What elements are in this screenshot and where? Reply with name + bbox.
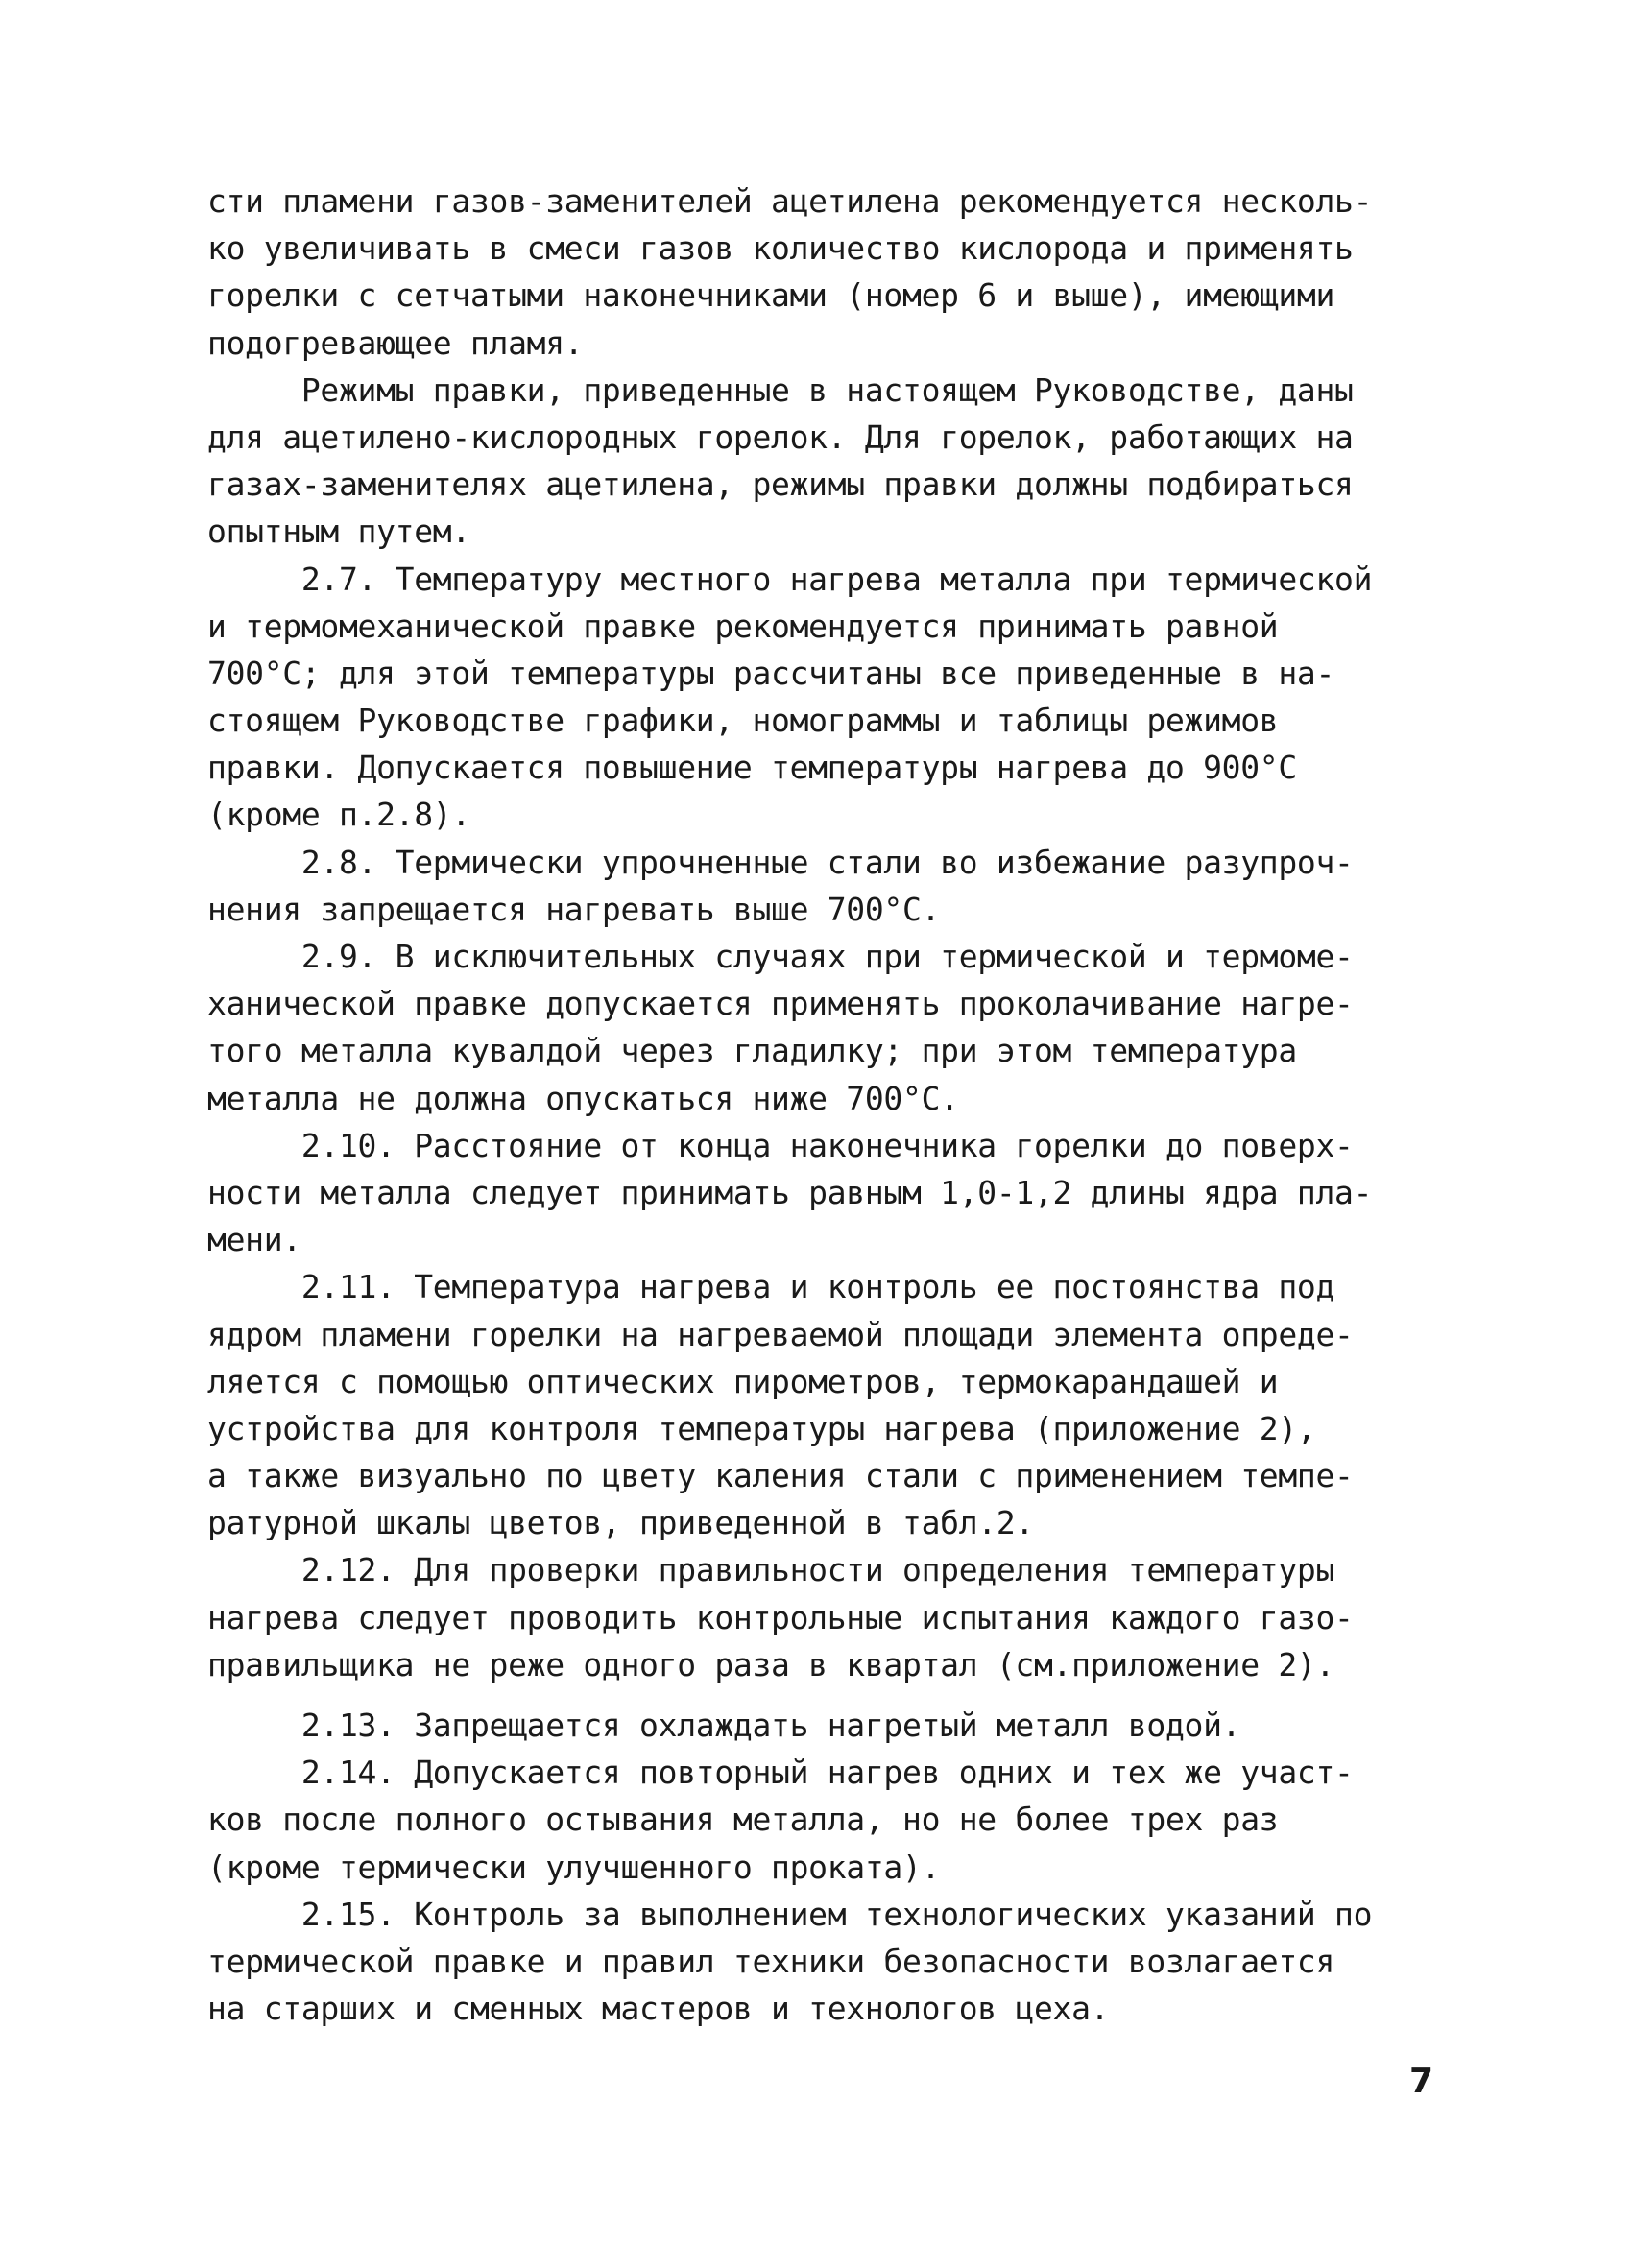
- text-line: опытным путем.: [207, 513, 470, 551]
- text-line: и термомеханической правке рекомендуется принимать равной: [207, 607, 1279, 645]
- paragraph: [207, 1122, 1446, 1264]
- paragraph: [207, 556, 1446, 839]
- paragraph: [207, 178, 1446, 367]
- text-line: (кроме термически улучшенного проката).: [207, 1848, 941, 1886]
- text-line: 2.13. Запрещается охлаждать нагретый металл водой.: [207, 1707, 1241, 1744]
- text-line: ядром пламени горелки на нагреваемой площади элемента опреде-: [207, 1315, 1354, 1353]
- text-line: правильщика не реже одного раза в квартал (см.приложение 2).: [207, 1645, 1335, 1683]
- page-number: 7: [1409, 2062, 1434, 2101]
- text-line: металла не должна опускаться ниже 700°С.: [207, 1079, 959, 1117]
- text-line: мени.: [207, 1221, 301, 1259]
- paragraph: [207, 1749, 1446, 1891]
- text-line: 2.10. Расстояние от конца наконечника горелки до поверх-: [207, 1126, 1354, 1164]
- paragraph: [207, 1546, 1446, 1688]
- text-line: Режимы правки, приведенные в настоящем Руководстве, даны: [207, 370, 1354, 409]
- text-line: 2.9. В исключительных случаях при термической и термоме-: [207, 938, 1354, 975]
- text-line: 2.11. Температура нагрева и контроль ее постоянства под: [207, 1268, 1335, 1306]
- text-line: нения запрещается нагревать выше 700°С.: [207, 890, 941, 928]
- text-line: правки. Допускается повышение температуры нагрева до 900°С: [207, 749, 1297, 787]
- text-line: ханической правке допускается применять проколачивание нагре-: [207, 985, 1354, 1023]
- paragraph: [207, 1891, 1446, 2033]
- paragraph-gap: [207, 1688, 1446, 1702]
- text-line: того металла кувалдой через гладилку; при этом температура: [207, 1032, 1297, 1070]
- paragraph: [207, 1702, 1446, 1749]
- text-line: ков после полного остывания металла, но не более трех раз: [207, 1801, 1279, 1839]
- text-line: 2.14. Допускается повторный нагрев одних и тех же участ-: [207, 1754, 1354, 1792]
- text-line: нагрева следует проводить контрольные испытания каждого газо-: [207, 1598, 1354, 1636]
- text-line: 2.12. Для проверки правильности определения температуры: [207, 1551, 1335, 1589]
- text-line: 2.8. Термически упрочненные стали во избежание разупроч-: [207, 843, 1354, 881]
- text-line: ко увеличивать в смеси газов количество кислорода и применять: [207, 229, 1354, 268]
- text-line: сти пламени газов-заменителей ацетилена рекомендуется несколь-: [207, 182, 1373, 220]
- paragraph: [207, 933, 1446, 1122]
- text-line: на старших и сменных мастеров и технологов цеха.: [207, 1990, 1110, 2028]
- text-line: для ацетилено-кислородных горелок. Для горелок, работающих на: [207, 418, 1354, 456]
- paragraph: [207, 367, 1446, 556]
- text-line: горелки с сетчатыми наконечниками (номер 6 и выше), имеющими: [207, 276, 1335, 315]
- text-line: а также визуально по цвету каления стали с применением темпе-: [207, 1457, 1354, 1495]
- text-line: 2.7. Температуру местного нагрева металла при термической: [207, 560, 1373, 598]
- text-line: газах-заменителях ацетилена, режимы правки должны подбираться: [207, 466, 1354, 504]
- text-line: ляется с помощью оптических пирометров, термокарандашей и: [207, 1362, 1279, 1400]
- paragraph: [207, 1263, 1446, 1546]
- text-line: ности металла следует принимать равным 1,0-1,2 длины ядра пла-: [207, 1173, 1373, 1211]
- text-line: (кроме п.2.8).: [207, 796, 470, 834]
- text-line: устройства для контроля температуры нагрева (приложение 2),: [207, 1409, 1316, 1447]
- text-line: термической правке и правил техники безопасности возлагается: [207, 1942, 1335, 1980]
- text-line: ратурной шкалы цветов, приведенной в табл.2.: [207, 1504, 1034, 1542]
- paragraph: [207, 839, 1446, 933]
- text-line: подогревающее пламя.: [207, 323, 584, 362]
- text-line: стоящем Руководстве графики, номограммы и таблицы режимов: [207, 702, 1279, 740]
- text-line: 2.15. Контроль за выполнением технологических указаний по: [207, 1895, 1373, 1933]
- text-line: 700°С; для этой температуры рассчитаны все приведенные в на-: [207, 654, 1335, 692]
- body-text: [207, 178, 1446, 2032]
